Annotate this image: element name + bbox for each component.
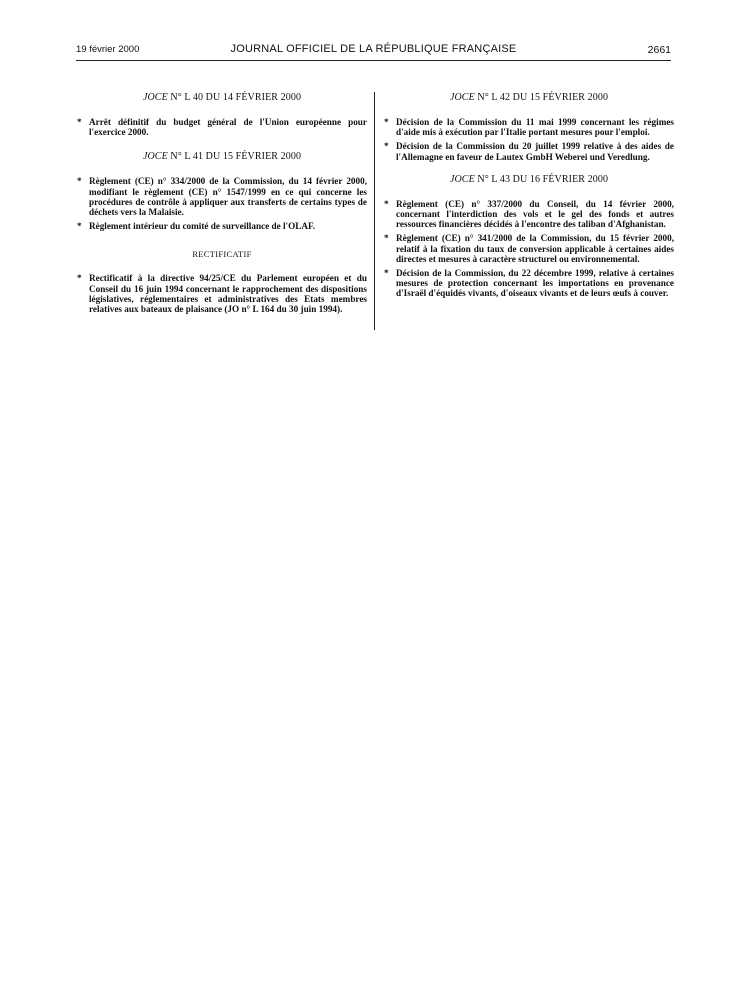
- header-date: 19 février 2000: [76, 44, 140, 55]
- bullet-star: *: [77, 176, 82, 187]
- column-divider: [374, 92, 375, 330]
- bullet-star: *: [384, 268, 389, 279]
- section-title-text: N° L 40 DU 14 FÉVRIER 2000: [167, 92, 302, 103]
- entry-text: Arrêt définitif du budget général de l'Union européenne pour l'exercice 2000.: [89, 117, 367, 138]
- section-title-italic: JOCE: [142, 92, 168, 103]
- bullet-star: *: [384, 198, 389, 209]
- list-item: [384, 199, 674, 230]
- section-title-rectificatif: RECTIFICATIF: [192, 249, 252, 260]
- section-title-italic: JOCE: [449, 173, 475, 185]
- list-item: [77, 117, 367, 137]
- list-item: [384, 233, 674, 264]
- entry-text: Règlement (CE) n° 334/2000 de la Commission, du 14 février 2000, modifiant le règlement (CE) n° 1547/1999 en ce qui concerne les procédures de contrôle à appliquer aux transferts de certains types de déchets vers la Malaisie.: [89, 176, 367, 218]
- list-item: [77, 221, 367, 231]
- entry-text: Règlement intérieur du comité de surveillance de l'OLAF.: [89, 221, 316, 232]
- list-item: [384, 141, 674, 161]
- right-column: [384, 92, 674, 303]
- section-title: [77, 151, 367, 162]
- left-column: [77, 92, 367, 318]
- section-title: [77, 92, 367, 103]
- bullet-star: *: [384, 141, 389, 152]
- entry-text: Décision de la Commission du 20 juillet 1999 relative à des aides de l'Allemagne en faveur de Lautex GmbH Weberei und Veredlung.: [396, 141, 674, 162]
- list-item: [384, 268, 674, 299]
- section-title-text: N° L 42 DU 15 FÉVRIER 2000: [474, 92, 609, 103]
- section-title-italic: JOCE: [449, 92, 475, 103]
- section-title: [384, 174, 674, 185]
- list-item: [384, 117, 674, 137]
- list-item: [77, 273, 367, 314]
- entry-text: Décision de la Commission du 11 mai 1999 concernant les régimes d'aide mis à exécution par l'Italie portant mesures pour l'emploi.: [396, 117, 674, 138]
- list-item: [77, 176, 367, 217]
- bullet-star: *: [77, 221, 82, 232]
- bullet-star: *: [384, 233, 389, 244]
- section-title-text: N° L 43 DU 16 FÉVRIER 2000: [474, 173, 609, 185]
- header-rule: [76, 60, 671, 61]
- bullet-star: *: [384, 117, 389, 127]
- page-number: 2661: [647, 44, 671, 56]
- entry-text: Décision de la Commission, du 22 décembre 1999, relative à certaines mesures de protection concernant les importations en provenance d'Israël d'équidés vivants, d'oiseaux vivants et de leurs œufs à couver.: [396, 268, 674, 299]
- entry-text: Règlement (CE) n° 341/2000 de la Commission, du 15 février 2000, relatif à la fixation du taux de conversion applicable à certaines aides directes et mesures à caractère structurel ou environnemental.: [396, 233, 674, 264]
- entry-text: Règlement (CE) n° 337/2000 du Conseil, du 14 février 2000, concernant l'interdiction des vols et le gel des fonds et autres ressources financières décidés à l'encontre des taliban d'Afghanistan.: [396, 198, 674, 230]
- bullet-star: *: [77, 117, 82, 127]
- entry-text: Rectificatif à la directive 94/25/CE du Parlement européen et du Conseil du 16 juin 1994 concernant le rapprochement des dispositions législatives, réglementaires et administratives des Etats membres relatives aux bateaux de plaisance (JO n° L 164 du 30 juin 1994).: [89, 273, 367, 315]
- section-title-italic: JOCE: [142, 151, 168, 163]
- bullet-star: *: [77, 273, 82, 284]
- section-title-text: N° L 41 DU 15 FÉVRIER 2000: [167, 151, 302, 163]
- journal-title: JOURNAL OFFICIEL DE LA RÉPUBLIQUE FRANÇAISE: [230, 43, 517, 55]
- section-title: [384, 92, 674, 103]
